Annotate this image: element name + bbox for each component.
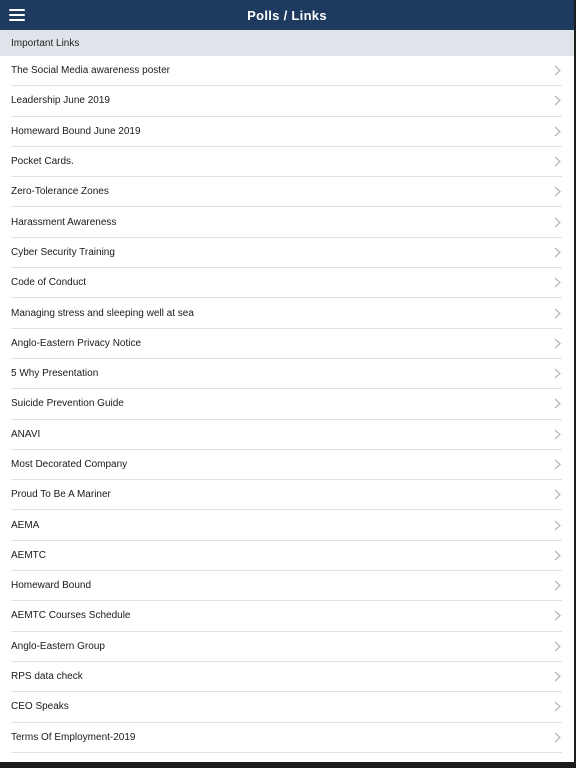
list-item[interactable] [11,450,562,480]
chevron-right-icon [552,337,562,349]
list-item-label: Cyber Security Training [11,246,115,258]
list-item[interactable] [11,601,562,631]
list-item-label: Anglo-Eastern Group [11,640,105,652]
list-item[interactable] [11,389,562,419]
list-item[interactable] [11,86,562,116]
chevron-right-icon [552,519,562,531]
list-item[interactable] [11,359,562,389]
list-item-label: Homeward Bound June 2019 [11,125,141,137]
list-item-label: AEMTC Courses Schedule [11,610,131,622]
list-item[interactable] [11,56,562,86]
list-item-label: The Social Media awareness poster [11,65,170,77]
list-item[interactable] [11,541,562,571]
list-item[interactable] [11,207,562,237]
chevron-right-icon [552,671,562,683]
hamburger-menu-icon[interactable] [9,9,25,21]
chevron-right-icon [552,246,562,258]
chevron-right-icon [552,610,562,622]
list-item[interactable] [11,480,562,510]
list-item-label: Anglo-Eastern Privacy Notice [11,337,142,349]
links-list [0,56,574,753]
list-item[interactable] [11,238,562,268]
list-item-label: Managing stress and sleeping well at sea [11,307,194,319]
list-item[interactable] [11,510,562,540]
list-item[interactable] [11,662,562,692]
page-title: Polls / Links [247,7,327,23]
list-item-label: Suicide Prevention Guide [11,398,124,410]
list-item[interactable] [11,571,562,601]
section-header: Important Links [0,30,574,56]
chevron-right-icon [552,125,562,137]
chevron-right-icon [552,489,562,501]
list-item[interactable] [11,723,562,753]
list-item[interactable] [11,420,562,450]
chevron-right-icon [552,549,562,561]
chevron-right-icon [552,307,562,319]
list-item-label: Pocket Cards. [11,156,74,168]
list-item-label: Most Decorated Company [11,459,128,470]
chevron-right-icon [552,216,562,228]
list-item-label: RPS data check [11,671,83,683]
list-item-label: Homeward Bound [11,580,92,592]
list-item[interactable] [11,147,562,177]
list-item[interactable] [11,329,562,359]
chevron-right-icon [552,156,562,168]
list-item-label: Zero-Tolerance Zones [11,186,109,198]
chevron-right-icon [552,701,562,713]
chevron-right-icon [552,95,562,107]
list-item-label: Terms Of Employment-2019 [11,731,136,743]
list-item-label: AEMTC [11,549,46,561]
list-item-label: 5 Why Presentation [11,368,99,380]
chevron-right-icon [552,398,562,410]
list-item[interactable] [11,692,562,722]
chevron-right-icon [552,459,562,471]
chevron-right-icon [552,368,562,380]
list-item-label: ANAVI [11,428,41,440]
list-item[interactable] [11,632,562,662]
chevron-right-icon [552,731,562,743]
chevron-right-icon [552,428,562,440]
bottom-edge [0,762,574,764]
list-item-label: AEMA [11,519,40,531]
list-item-label: Code of Conduct [11,277,87,289]
navigation-bar [0,0,574,30]
list-item-label: Leadership June 2019 [11,95,110,107]
list-item[interactable] [11,177,562,207]
chevron-right-icon [552,65,562,77]
chevron-right-icon [552,580,562,592]
list-item-label: Harassment Awareness [11,216,117,228]
list-item[interactable] [11,268,562,298]
list-item[interactable] [11,117,562,147]
chevron-right-icon [552,640,562,652]
list-item[interactable] [11,298,562,328]
chevron-right-icon [552,186,562,198]
list-item-label: CEO Speaks [11,701,69,713]
list-item-label: Proud To Be A Mariner [11,489,111,501]
chevron-right-icon [552,277,562,289]
